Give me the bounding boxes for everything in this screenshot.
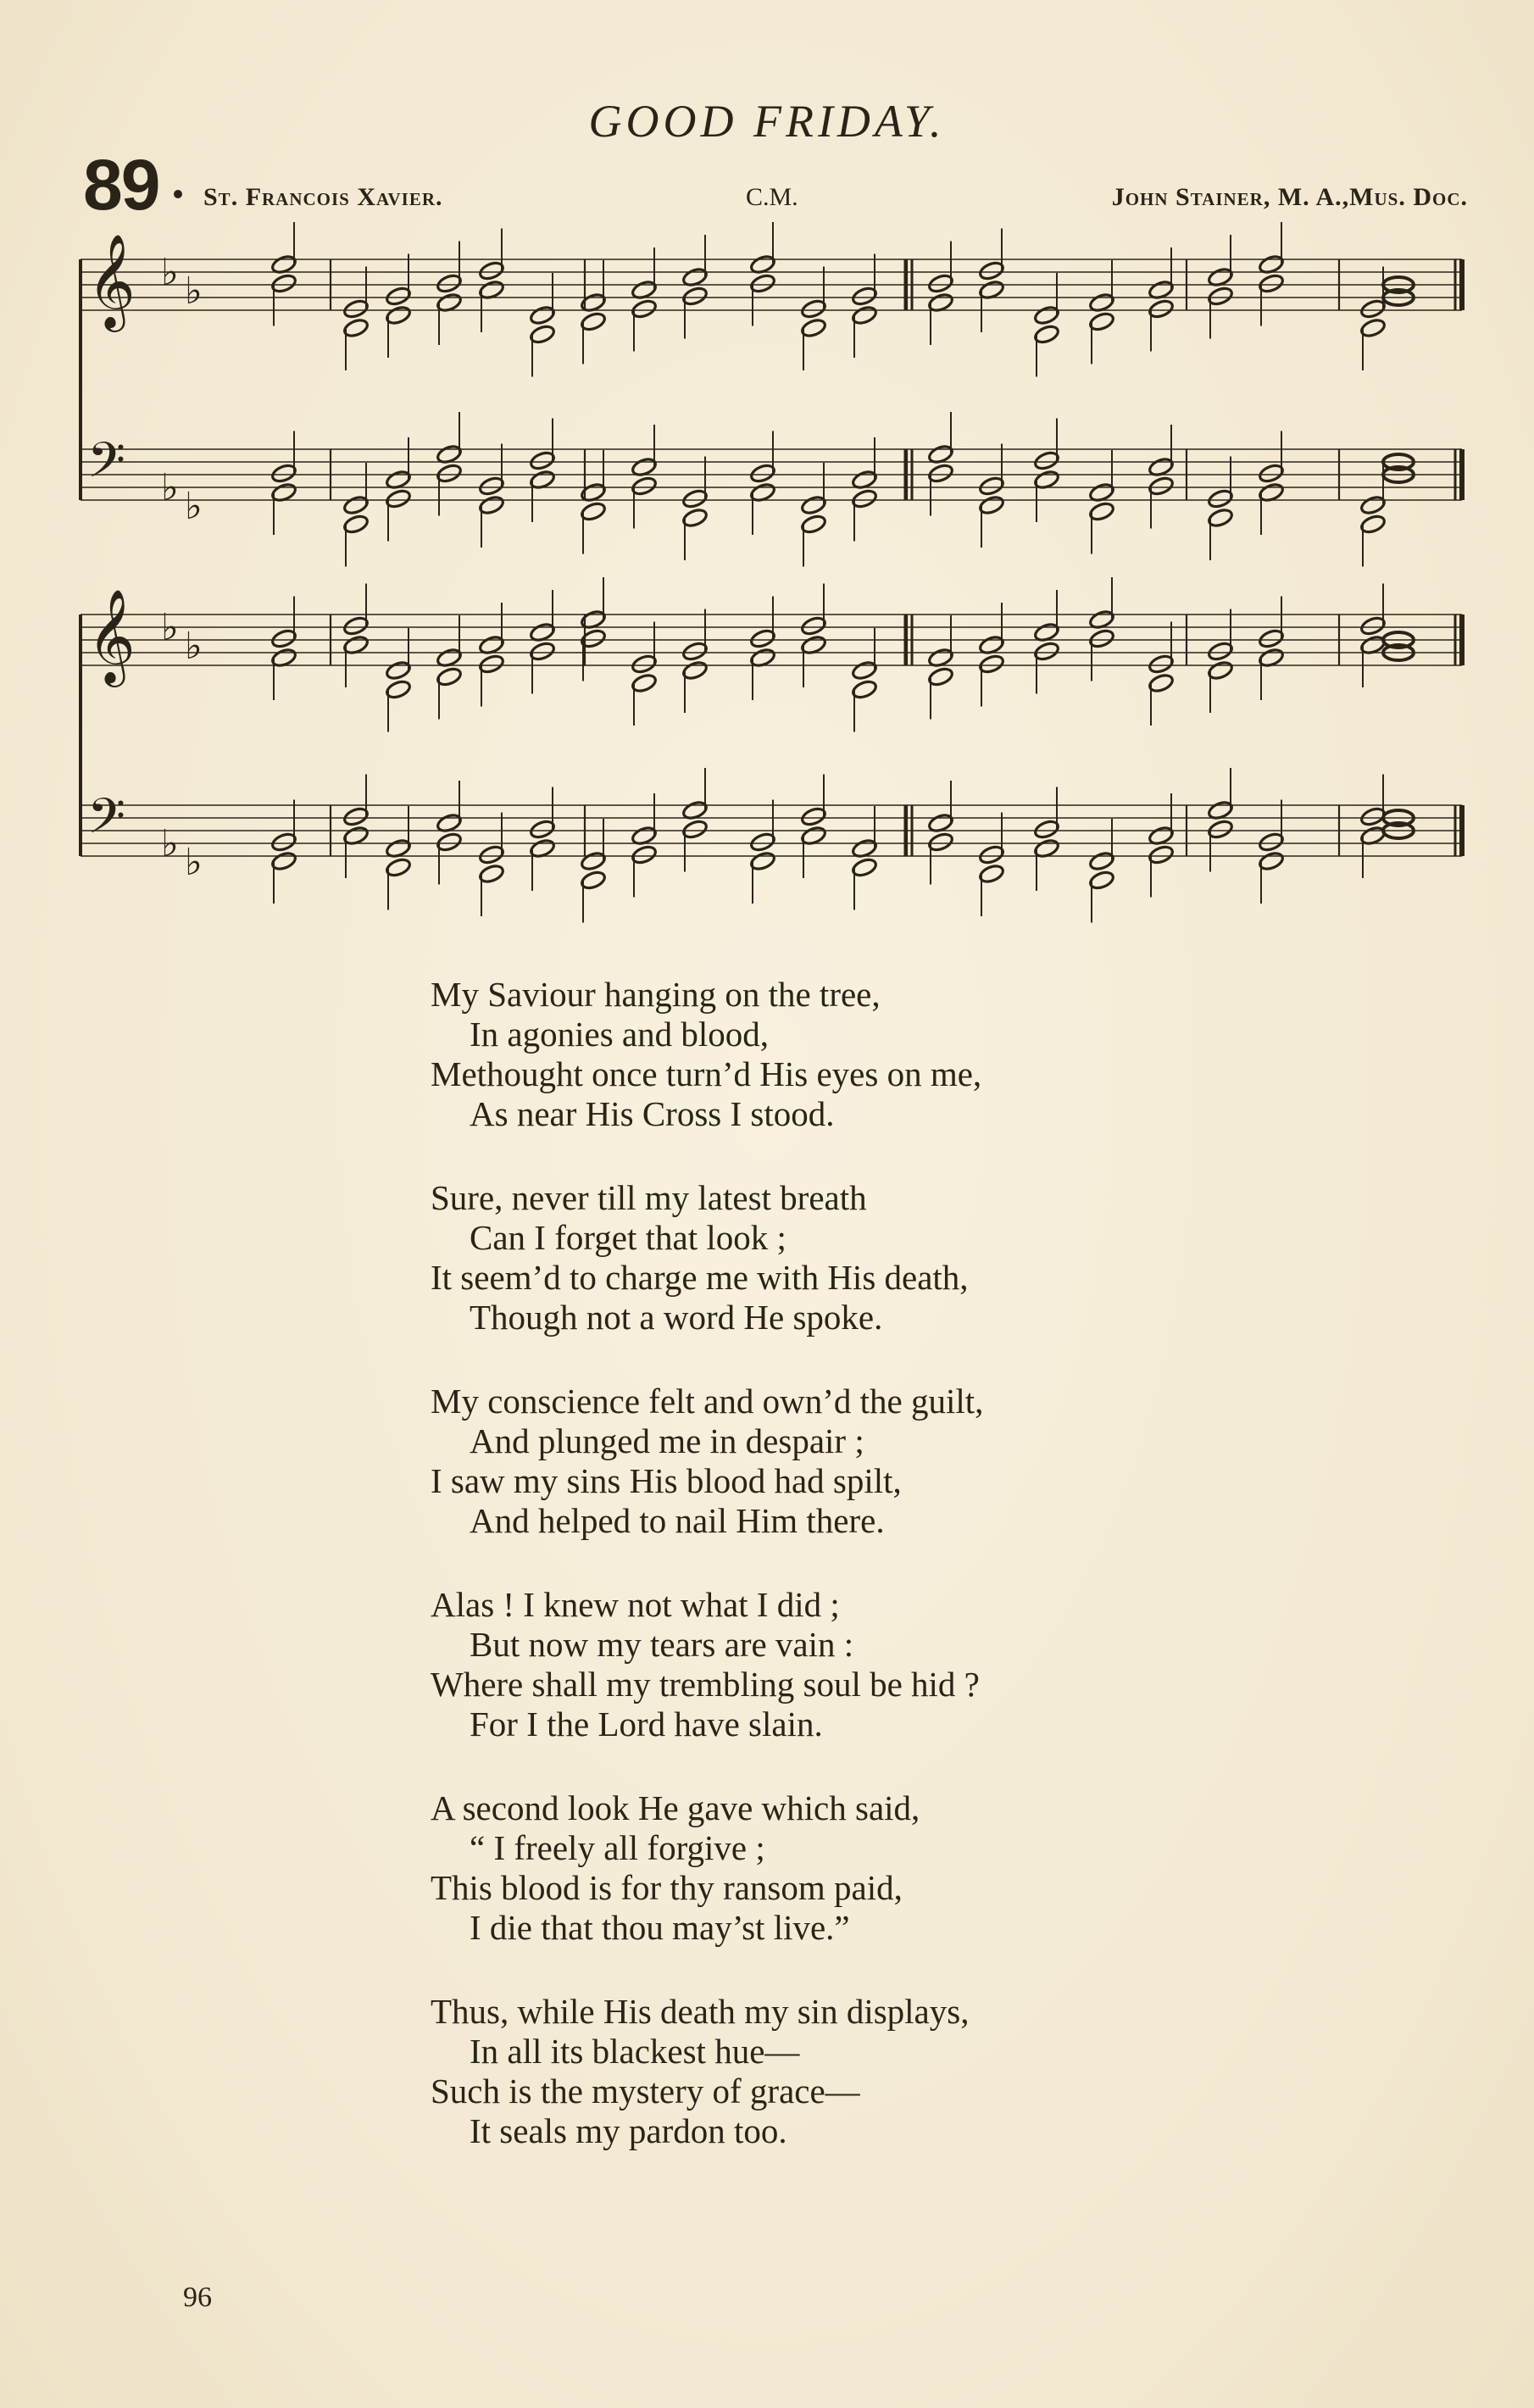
verse-line: I die that thou may’st live.” <box>470 1908 850 1947</box>
stanza-1 <box>431 975 1193 1134</box>
bass-clef-icon: 𝄢 <box>87 431 126 501</box>
flat-icon: ♭ <box>161 252 179 293</box>
verse-line: Where shall my trembling soul be hid ? <box>431 1665 980 1704</box>
hymn-verses <box>431 975 1193 2195</box>
verse-line: Though not a word He spoke. <box>470 1298 883 1337</box>
section-title: GOOD FRIDAY. <box>588 96 946 147</box>
verse-line: It seem’d to charge me with His death, <box>431 1258 969 1297</box>
verse-line: But now my tears are vain : <box>470 1625 854 1664</box>
verse-line: Alas ! I knew not what I did ; <box>431 1585 840 1624</box>
meter: C.M. <box>746 183 798 211</box>
stanza-5 <box>431 1788 1193 1948</box>
verse-line: Thus, while His death my sin displays, <box>431 1992 970 2031</box>
flat-icon: ♭ <box>185 842 203 883</box>
verse-line: This blood is for thy ransom paid, <box>431 1868 903 1907</box>
verse-line: And plunged me in despair ; <box>470 1421 864 1460</box>
verse-line: My conscience felt and own’d the guilt, <box>431 1382 984 1421</box>
verse-line: A second look He gave which said, <box>431 1788 920 1827</box>
treble-clef-icon: 𝄞 <box>87 588 136 683</box>
composer: John Stainer, M. A.,Mus. Doc. <box>1111 183 1468 211</box>
verse-line: I saw my sins His blood had spilt, <box>431 1461 902 1500</box>
stanza-2 <box>431 1178 1193 1337</box>
tune-name: St. Francois Xavier. <box>203 183 443 211</box>
flat-icon: ♭ <box>161 607 179 648</box>
verse-line: It seals my pardon too. <box>470 2111 787 2150</box>
verse-line: Such is the mystery of grace— <box>431 2072 860 2110</box>
verse-line: In agonies and blood, <box>470 1015 769 1054</box>
flat-icon: ♭ <box>185 486 203 527</box>
flat-icon: ♭ <box>161 823 179 865</box>
stanza-6 <box>431 1992 1193 2151</box>
verse-line: My Saviour hanging on the tree, <box>431 975 881 1014</box>
verse-line: Methought once turn’d His eyes on me, <box>431 1054 982 1093</box>
flat-icon: ♭ <box>161 467 179 509</box>
treble-clef-icon: 𝄞 <box>87 233 136 328</box>
verse-line: In all its blackest hue— <box>470 2032 800 2071</box>
score-systems <box>81 222 1462 923</box>
verse-line: As near His Cross I stood. <box>470 1094 835 1133</box>
verse-line: Sure, never till my latest breath <box>431 1178 867 1217</box>
verse-line: Can I forget that look ; <box>470 1218 786 1257</box>
verse-line: For I the Lord have slain. <box>470 1705 823 1743</box>
hymn-number: 89 <box>83 145 159 225</box>
flat-icon: ♭ <box>185 270 203 312</box>
page-number: 96 <box>183 2282 212 2313</box>
flat-icon: ♭ <box>185 626 203 667</box>
stanza-3 <box>431 1382 1193 1541</box>
stanza-4 <box>431 1585 1193 1744</box>
music-score <box>0 0 1534 949</box>
verse-line: And helped to nail Him there. <box>470 1501 885 1540</box>
bass-clef-icon: 𝄢 <box>87 787 126 857</box>
verse-line: “ I freely all forgive ; <box>470 1828 765 1867</box>
